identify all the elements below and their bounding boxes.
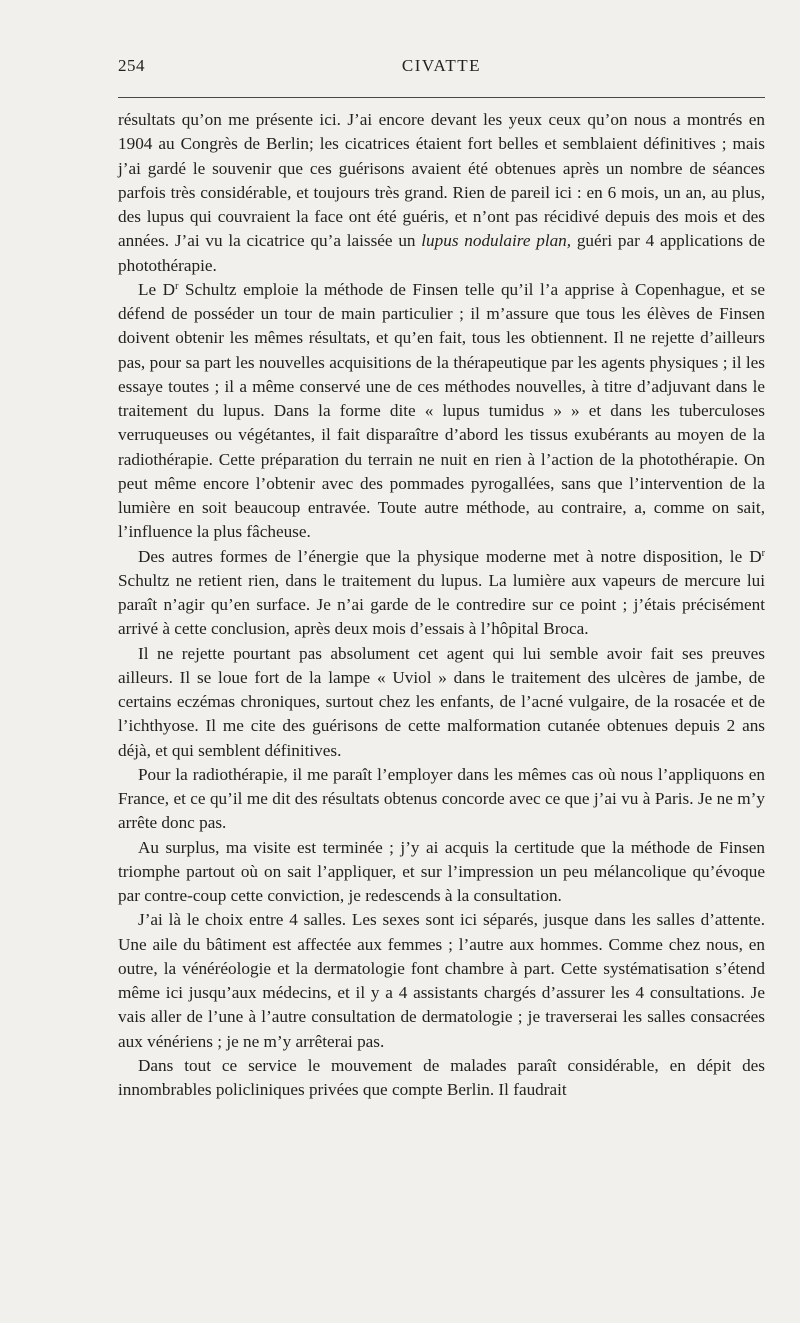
paragraph-5: Pour la radiothérapie, il me paraît l’employer dans les mêmes cas où nous l’appliquons en France, et ce qu’il me dit des résultats obtenus concorde avec ce que j’ai vu à Paris. Je ne m’y arrête donc pas. [118, 764, 765, 833]
paragraph-3-text-a: Des autres formes de l’énergie que la physique moderne met à notre disposition, le D [138, 546, 762, 566]
paragraph-1-text-a: résultats qu’on me présente ici. J’ai encore devant les yeux ceux qu’on nous a montrés en 1904 au Congrès de Berlin; les cicatrices étaient fort belles et semblaient définitives ; mais j’ai gardé le souvenir que ces guérisons avaient été obtenues après un nombre de séances parfois très considérable, et toujours très grand. Rien de pareil ici : en 6 mois, un an, au plus, des lupus qui couvraient la face ont été guéris, et n’ont pas récidivé depuis des mois et des années. J’ai vu la cicatrice qu’a laissée un [118, 110, 765, 251]
paragraph-7: J’ai là le choix entre 4 salles. Les sexes sont ici séparés, jusque dans les salles d’attente. Une aile du bâtiment est affectée aux femmes ; l’autre aux hommes. Comme chez nous, en outre, la vénéréologie et la dermatologie font chambre à part. Cette systématisation s’étend même ici jusqu’aux médecins, et il y a 4 assistants chargés d’assurer les 4 consultations. Je vais aller de l’une à l’autre consultation de dermatologie ; je traverserai les salles consacrées aux vénériens ; je ne m’y arrêterai pas. [118, 910, 765, 1051]
paragraph-2-text-a: Le D [138, 279, 176, 299]
header-rule [118, 97, 765, 98]
paragraph-3-text-b: Schultz ne retient rien, dans le traitement du lupus. La lumière aux vapeurs de mercure lui paraît n’agir qu’en surface. Je n’ai garde de le contredire sur ce point ; j’étais précisément arrivé à cette conclusion, après deux mois d’essais à l’hôpital Broca. [118, 570, 765, 639]
paragraph-4: Il ne rejette pourtant pas absolument cet agent qui lui semble avoir fait ses preuves ailleurs. Il se loue fort de la lampe « Uviol » dans le traitement des ulcères de jambe, de certains eczémas chroniques, surtout chez les enfants, de l’acné vulgaire, de la rosacée et de l’ichthyose. Il me cite des guérisons de cette malformation cutanée obtenues depuis 2 ans déjà, et qui semblent définitives. [118, 643, 765, 760]
paragraph-3 [118, 545, 765, 642]
body-text [118, 108, 765, 1102]
running-head: CIVATTE [401, 56, 482, 75]
superscript: r [761, 547, 765, 559]
page-number: 254 [118, 56, 145, 75]
italic-term: lupus nodulaire plan, [421, 231, 572, 251]
page-header [118, 56, 765, 88]
paragraph-1 [118, 108, 765, 278]
paragraph-2-text-b: Schultz emploie la méthode de Finsen telle qu’il l’a apprise à Copenhague, et se défend de posséder un tour de main particulier ; il m’assure que tous les élèves de Finsen doivent obtenir les mêmes résultats, et qu’en fait, tous les obtiennent. Il ne rejette d’ailleurs pas, pour sa part les nouvelles acquisitions de la thérapeutique par les agents physiques ; il les essaye toutes ; il a même conservé une de ces méthodes nouvelles, à titre d’adjuvant dans le traitement du lupus. Dans la forme dite « lupus tumidus » » et dans les tuberculoses verruqueuses ou végétantes, il fait disparaître d’abord les tissus exubérants au moyen de la radiothérapie. Cette préparation du terrain ne nuit en rien à l’action de la photothérapie. On peut même encore l’obtenir avec des pommades pyrogallées, sans que l’intervention de la lumière en soit beaucoup entravée. Toute autre méthode, au contraire, a, comme on sait, l’influence la plus fâcheuse. [118, 279, 765, 542]
paragraph-6: Au surplus, ma visite est terminée ; j’y ai acquis la certitude que la méthode de Finsen triomphe partout où on sait l’appliquer, et sur l’impression un peu mélancolique qu’évoque par contre-coup cette conviction, je redescends à la consultation. [118, 837, 765, 905]
paragraph-2 [118, 278, 765, 545]
paragraph-1-text-b: guéri par 4 applications de photothérapie. [118, 231, 765, 275]
superscript: r [175, 280, 179, 292]
paragraph-8: Dans tout ce service le mouvement de malades paraît considérable, en dépit des innombrables policliniques privées que compte Berlin. Il faudrait [118, 1055, 765, 1099]
